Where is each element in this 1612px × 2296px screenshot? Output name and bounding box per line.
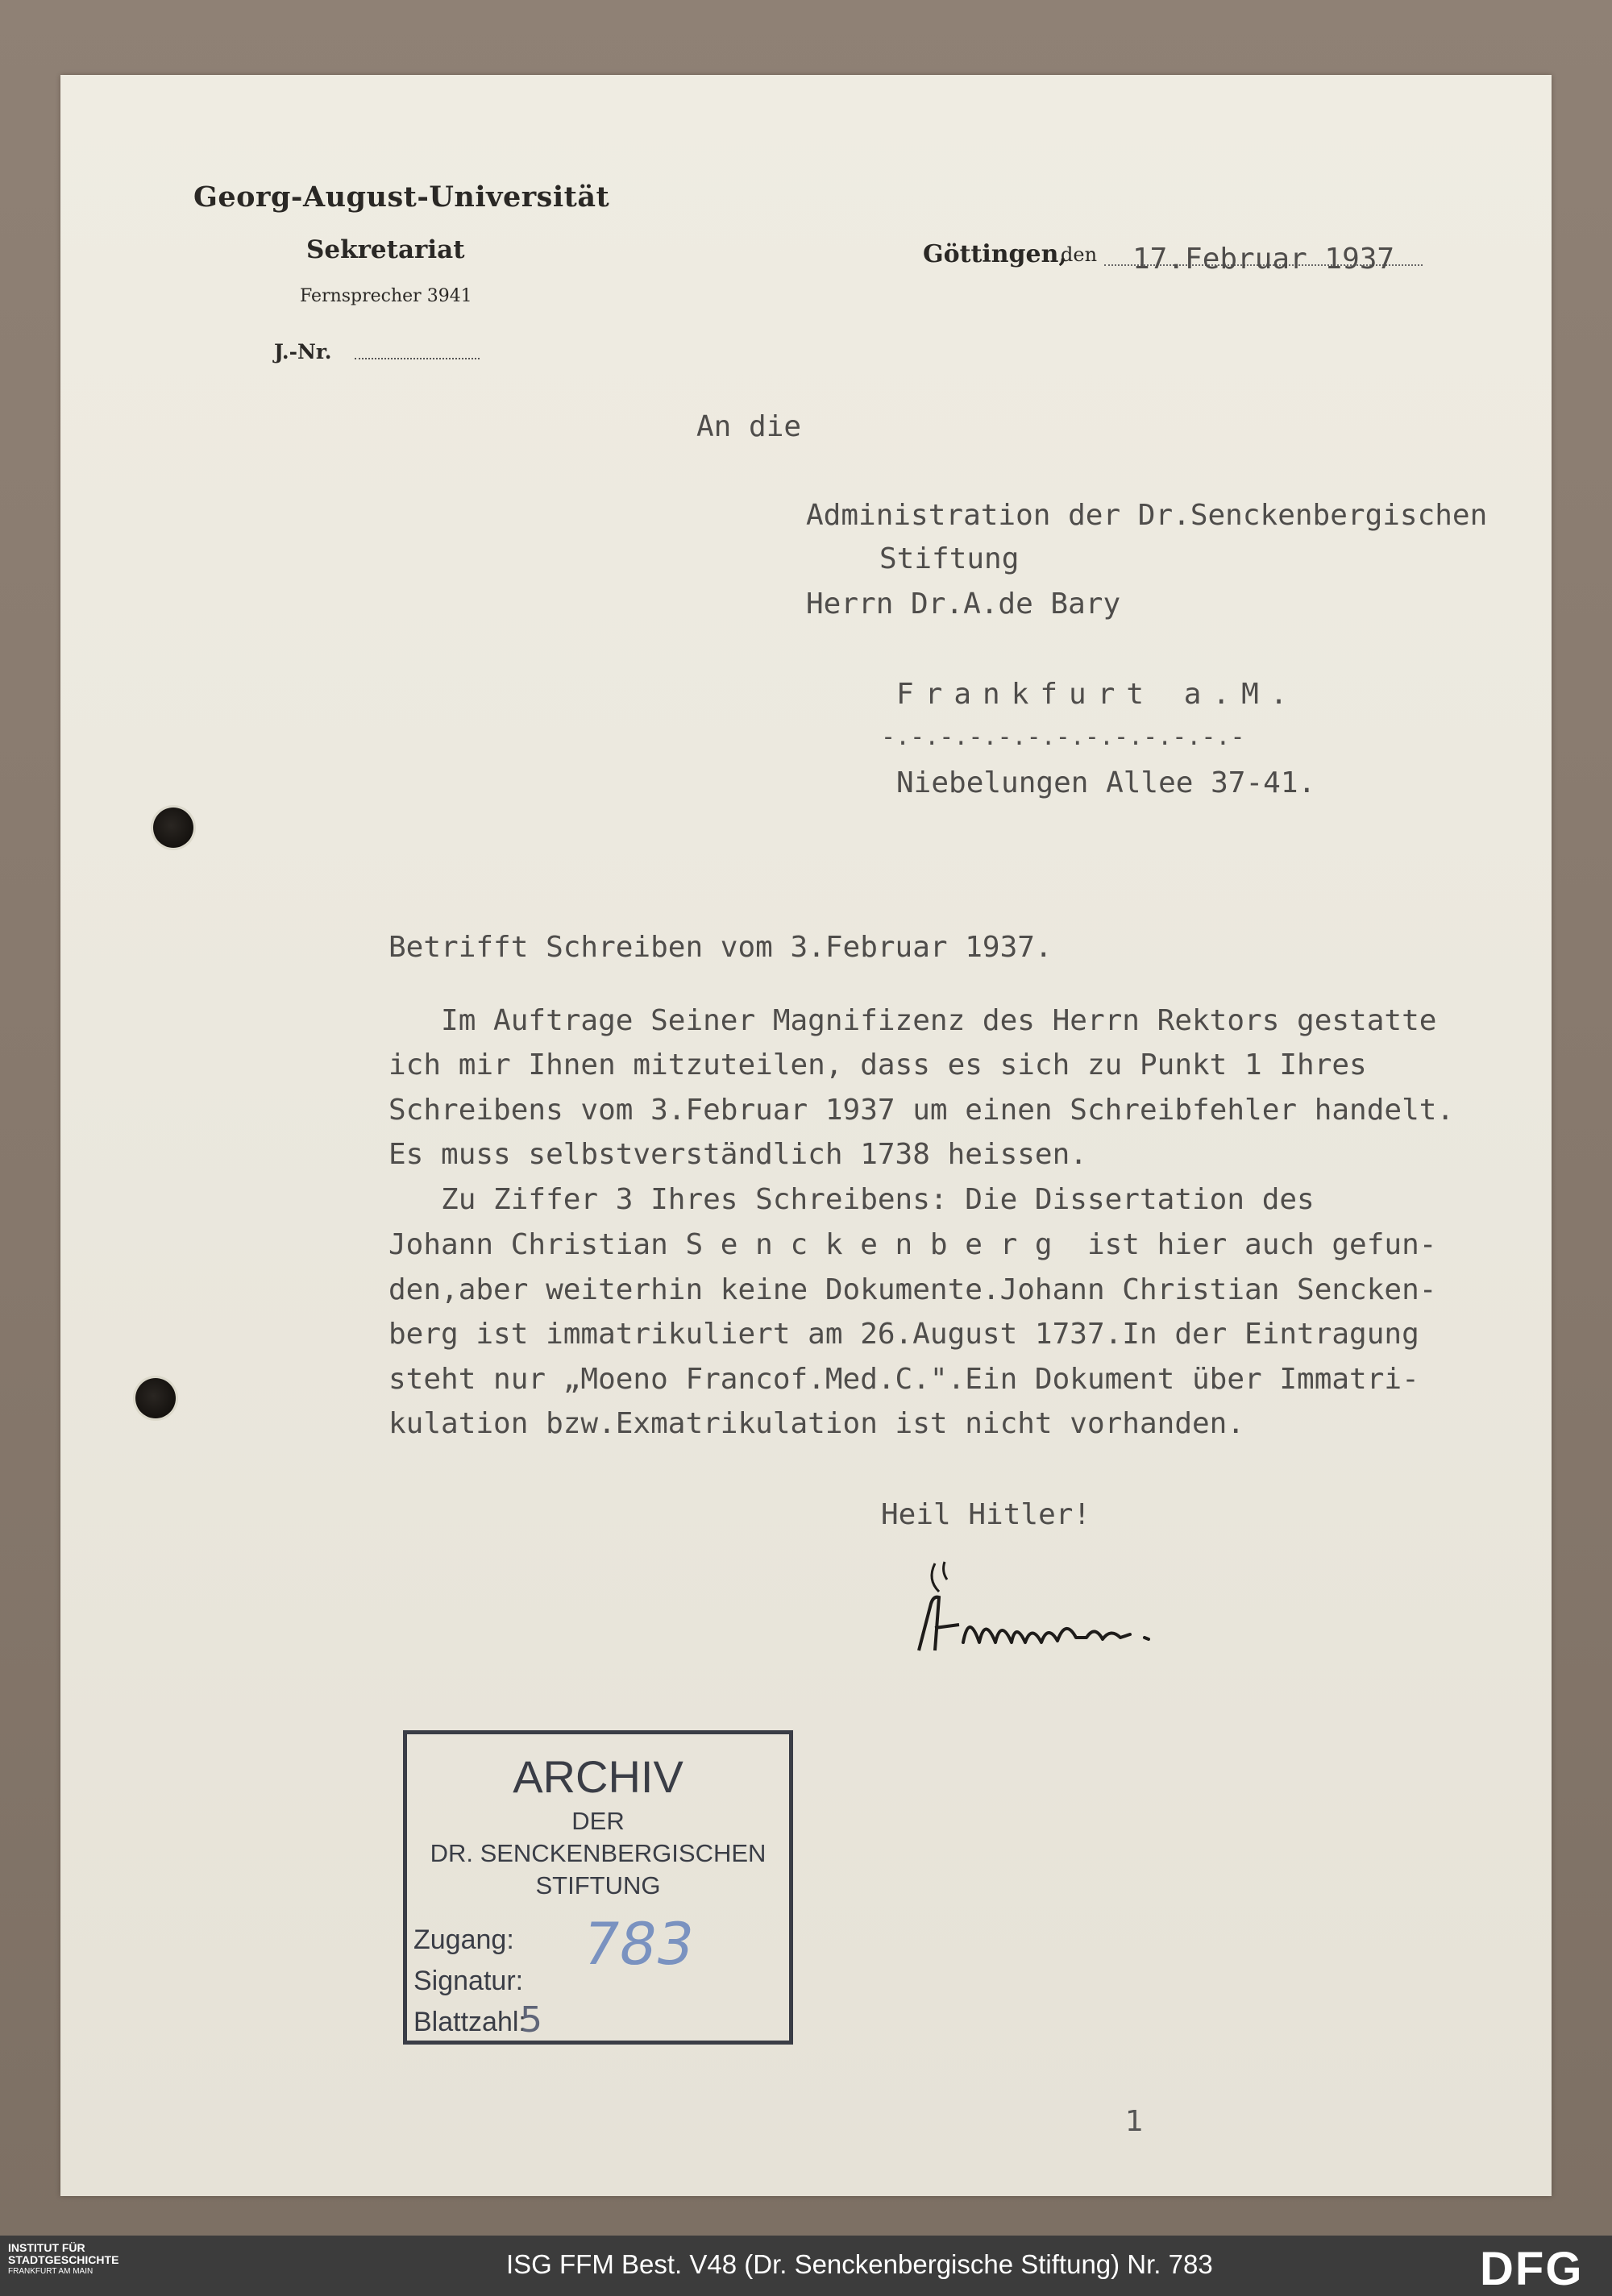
stamp-title: ARCHIV: [513, 1751, 683, 1802]
institute-logo-text: [8, 2242, 118, 2276]
stamp-signatur-label: Signatur:: [413, 1966, 524, 1996]
footer-caption: ISG FFM Best. V48 (Dr. Senckenbergische Stiftung) Nr. 783: [506, 2249, 1213, 2279]
letter-den: den: [1061, 243, 1098, 266]
stamp-blattzahl-value: 5: [520, 1999, 542, 2041]
letter-page: [60, 75, 1552, 2196]
punch-hole-top: [153, 808, 193, 848]
letter-closing: Heil Hitler!: [881, 1498, 1091, 1531]
institute-line-3: FRANKFURT AM MAIN: [8, 2266, 93, 2276]
letterhead-phone: Fernsprecher 3941: [300, 286, 472, 306]
letterhead-office: Sekretariat: [306, 235, 465, 264]
letter-subject: Betrifft Schreiben vom 3.Februar 1937.: [388, 931, 1053, 964]
letter-place: Göttingen,: [923, 240, 1067, 268]
recipient-salutation: An die: [696, 410, 802, 443]
paragraph-2-line-4: berg ist immatrikuliert am 26.August 1737.In der Eintragung: [388, 1318, 1419, 1351]
punch-hole-bottom: [135, 1378, 176, 1418]
institute-line-1: INSTITUT FÜR: [8, 2241, 85, 2254]
dfg-logo: DFG: [1480, 2243, 1584, 2295]
recipient-street: Niebelungen Allee 37-41.: [896, 766, 1316, 799]
letter-date: 17.Februar 1937: [1132, 243, 1395, 276]
recipient-line-1: Administration der Dr.Senckenbergischen: [806, 499, 1488, 532]
letterhead-ref-label: J.-Nr.: [274, 340, 332, 363]
stamp-zugang-value: 783: [576, 1910, 700, 1978]
paragraph-1-line-4: Es muss selbstverständlich 1738 heissen.: [388, 1138, 1087, 1171]
paragraph-2-line-6: kulation bzw.Exmatrikulation ist nicht vorhanden.: [388, 1407, 1245, 1440]
ref-dotted-line: [355, 358, 480, 359]
stamp-blattzahl-label: Blattzahl:: [413, 2007, 526, 2037]
letterhead-university: Georg-August-Universität: [193, 181, 610, 214]
stamp-line-senckenbergischen: DR. SENCKENBERGISCHEN: [430, 1839, 767, 1867]
stamp-line-stiftung: STIFTUNG: [535, 1871, 661, 1899]
stamp-line-der: DER: [571, 1807, 625, 1835]
paragraph-2-line-2: Johann Christian S e n c k e n b e r g ist hier auch gefun-: [388, 1228, 1437, 1261]
page-number-mark: 1: [1125, 2105, 1144, 2138]
recipient-line-3: Herrn Dr.A.de Bary: [806, 587, 1121, 621]
paragraph-2-line-1: Zu Ziffer 3 Ihres Schreibens: Die Dissertation des: [388, 1183, 1315, 1216]
paragraph-1-line-2: ich mir Ihnen mitzuteilen, dass es sich zu Punkt 1 Ihres: [388, 1048, 1367, 1082]
institute-line-2: STADTGESCHICHTE: [8, 2253, 119, 2267]
stamp-zugang-label: Zugang:: [413, 1924, 514, 1955]
recipient-separator: -.-.-.-.-.-.-.-.-.-.-.-.-: [881, 723, 1245, 751]
paragraph-2-line-3: den,aber weiterhin keine Dokumente.Johann Christian Sencken-: [388, 1273, 1437, 1306]
paragraph-1-line-3: Schreibens vom 3.Februar 1937 um einen Schreibfehler handelt.: [388, 1094, 1455, 1127]
paragraph-2-line-5: steht nur „Moeno Francof.Med.C.".Ein Dokument über Immatri-: [388, 1363, 1419, 1396]
handwritten-signature: [903, 1547, 1225, 1668]
recipient-city: Frankfurt a.M.: [896, 678, 1299, 711]
archive-stamp: [403, 1730, 793, 2045]
recipient-line-2: Stiftung: [879, 542, 1020, 575]
paragraph-1-line-1: Im Auftrage Seiner Magnifizenz des Herrn Rektors gestatte: [388, 1004, 1437, 1037]
archive-footer-bar: [0, 2236, 1612, 2296]
